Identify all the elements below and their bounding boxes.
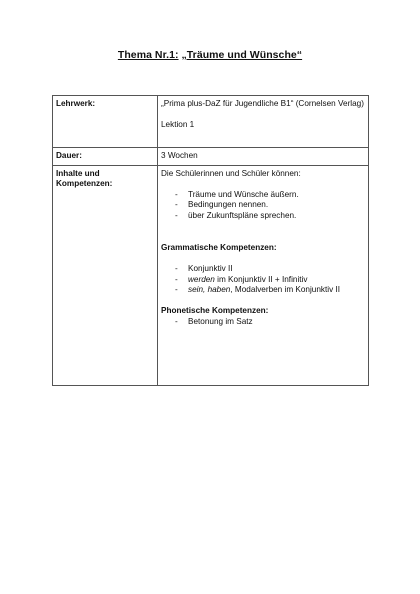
phonetic-heading: Phonetische Kompetenzen: bbox=[161, 306, 269, 316]
grammar-item-rest: , Modalverben im Konjunktiv II bbox=[230, 285, 341, 295]
grammar-item-rest: im Konjunktiv II + Infinitiv bbox=[214, 274, 308, 284]
inhalte-label-line2: Kompetenzen: bbox=[56, 179, 113, 189]
table-row-inhalte bbox=[53, 165, 369, 385]
lehrwerk-label: Lehrwerk: bbox=[53, 96, 158, 148]
list-item bbox=[175, 275, 365, 286]
grammar-item-em: sein, haben bbox=[188, 285, 231, 295]
list-item bbox=[175, 285, 365, 296]
table-row-lehrwerk bbox=[53, 96, 369, 148]
lehrwerk-value bbox=[158, 96, 369, 148]
inhalte-value bbox=[158, 165, 369, 385]
list-item: - Konjunktiv II bbox=[175, 264, 365, 275]
title-prefix: Thema Nr.1: bbox=[117, 49, 179, 61]
dauer-label: Dauer: bbox=[53, 148, 158, 166]
list-item: - Bedingungen nennen. bbox=[175, 200, 365, 211]
phonetic-list bbox=[161, 317, 365, 328]
grammar-heading: Grammatische Kompetenzen: bbox=[161, 242, 277, 252]
lehrwerk-book: „Prima plus-DaZ für Jugendliche B1“ (Cornelsen Verlag) bbox=[161, 99, 364, 108]
list-item: - über Zukunftspläne sprechen. bbox=[175, 211, 365, 222]
skills-list bbox=[161, 190, 365, 222]
grammar-list bbox=[161, 264, 365, 296]
grammar-item-em: werden bbox=[188, 274, 215, 284]
title-main: „Träume und Wünsche“ bbox=[181, 49, 303, 61]
lehrwerk-lesson: Lektion 1 bbox=[161, 120, 195, 130]
lesson-plan-table bbox=[52, 95, 369, 386]
inhalte-label-line1: Inhalte und bbox=[56, 168, 100, 178]
list-item: - Betonung im Satz bbox=[175, 317, 365, 328]
inhalte-label bbox=[53, 165, 158, 385]
list-item: - Träume und Wünsche äußern. bbox=[175, 190, 365, 201]
table-row-dauer bbox=[53, 148, 369, 166]
document-title bbox=[0, 49, 420, 61]
dauer-value: 3 Wochen bbox=[158, 148, 369, 166]
skills-intro: Die Schülerinnen und Schüler können: bbox=[161, 168, 301, 178]
